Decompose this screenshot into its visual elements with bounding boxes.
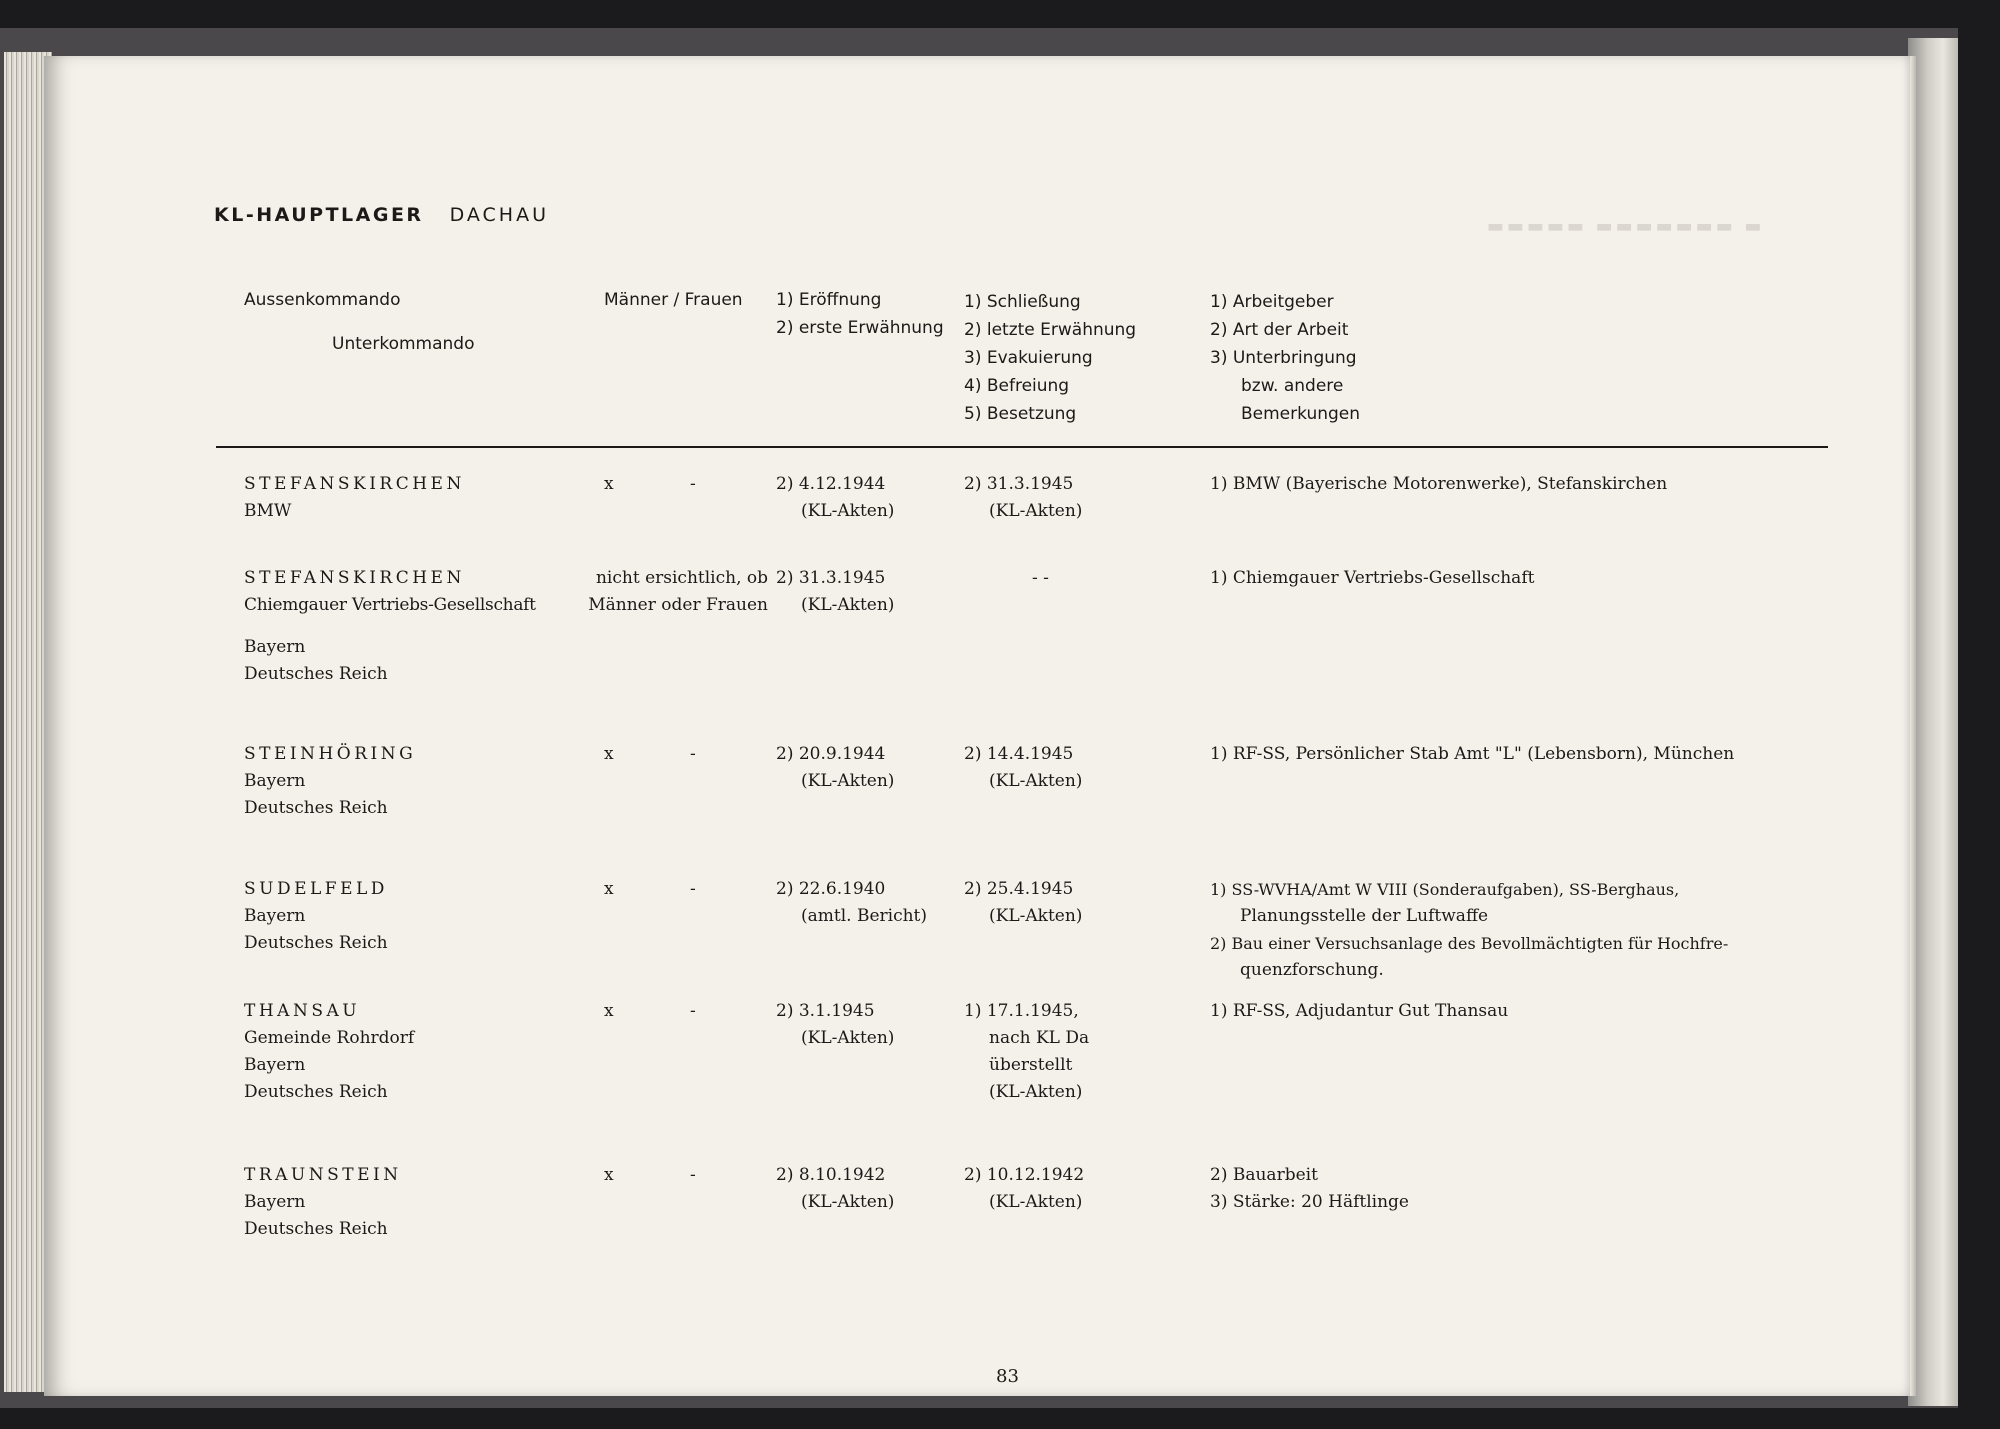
- mf-note-line: Männer oder Frauen: [588, 595, 768, 615]
- running-head: [214, 204, 549, 226]
- place-line: Deutsches Reich: [244, 664, 388, 684]
- place-name: STEFANSKIRCHEN: [244, 474, 465, 494]
- place-line: Deutsches Reich: [244, 1082, 388, 1102]
- table-row-place: [244, 471, 465, 525]
- opening-date: [776, 565, 894, 619]
- header-remarks-line: bzw. andere: [1241, 376, 1344, 396]
- closing-line: 2) 14.4.1945: [964, 744, 1074, 764]
- opening-date: [776, 741, 894, 795]
- header-rule: [216, 446, 1828, 448]
- header-remarks-line: Bemerkungen: [1241, 404, 1361, 424]
- closing-date: [964, 471, 1082, 525]
- place-name: STEINHÖRING: [244, 744, 417, 764]
- remarks-line: 2) Bau einer Versuchsanlage des Bevollmächtigten für Hochfre-: [1210, 934, 1729, 953]
- header-remarks-line: 1) Arbeitgeber: [1210, 292, 1334, 312]
- remarks-line: 1) Chiemgauer Vertriebs-Gesellschaft: [1210, 568, 1535, 588]
- opening-line: 2) 22.6.1940: [776, 879, 886, 899]
- remarks: [1210, 471, 1667, 498]
- opening-date: [776, 471, 894, 525]
- opening-line: 2) 31.3.1945: [776, 568, 886, 588]
- opening-date: [776, 998, 894, 1052]
- show-through-header: ▬ ▬▬▬▬▬▬▬ ▬▬▬▬▬: [1484, 216, 1762, 237]
- place-line: BMW: [244, 501, 292, 521]
- frauen-mark: -: [690, 744, 696, 764]
- header-closing-line: 1) Schließung: [964, 292, 1081, 312]
- opening-line: 2) 3.1.1945: [776, 1001, 875, 1021]
- header-closing-line: 3) Evakuierung: [964, 348, 1093, 368]
- header-remarks-line: 2) Art der Arbeit: [1210, 320, 1349, 340]
- place-line: Gemeinde Rohrdorf: [244, 1028, 415, 1048]
- page-number: 83: [996, 1366, 1019, 1387]
- remarks-line: 1) BMW (Bayerische Motorenwerke), Stefanskirchen: [1210, 474, 1668, 494]
- header-maenner-frauen: Männer / Frauen: [604, 290, 743, 310]
- remarks-line: quenzforschung.: [1240, 960, 1384, 980]
- header-closing-line: 5) Besetzung: [964, 404, 1077, 424]
- header-opening-line: 1) Eröffnung: [776, 290, 882, 310]
- opening-line: (KL-Akten): [801, 1192, 895, 1212]
- closing-line: (KL-Akten): [989, 1082, 1083, 1102]
- mf-note-line: nicht ersichtlich, ob: [595, 568, 768, 588]
- opening-date: [776, 876, 927, 930]
- maenner-mark: x: [604, 474, 614, 494]
- running-head-title: KL-HAUPTLAGER: [214, 204, 424, 226]
- header-closing-line: 4) Befreiung: [964, 376, 1070, 396]
- closing-line: 1) 17.1.1945,: [964, 1001, 1079, 1021]
- closing-line: nach KL Da: [989, 1028, 1090, 1048]
- remarks: [1210, 998, 1508, 1025]
- place-line: Bayern: [244, 906, 306, 926]
- closing-date: [964, 876, 1082, 930]
- opening-date: [776, 1162, 894, 1216]
- place-line: [244, 619, 536, 634]
- closing-line: überstellt: [989, 1055, 1073, 1075]
- place-line: Chiemgauer Vertriebs-Gesellschaft: [244, 595, 536, 615]
- place-line: Bayern: [244, 1192, 306, 1212]
- maenner-mark: x: [604, 1165, 614, 1185]
- remarks: [1210, 1162, 1409, 1216]
- frauen-mark: -: [690, 474, 696, 494]
- closing-line: (KL-Akten): [989, 906, 1083, 926]
- place-name: THANSAU: [244, 1001, 361, 1021]
- header-remarks: [1210, 288, 1360, 428]
- closing-line: - -: [1032, 568, 1049, 588]
- maenner-frauen-note: [572, 565, 768, 619]
- header-aussenkommando: Aussenkommando: [244, 290, 401, 310]
- remarks: [1210, 565, 1534, 592]
- place-line: Bayern: [244, 771, 306, 791]
- remarks-line: Planungsstelle der Luftwaffe: [1240, 906, 1489, 926]
- opening-line: (KL-Akten): [801, 771, 895, 791]
- remarks-line: 1) RF-SS, Adjudantur Gut Thansau: [1210, 1001, 1509, 1021]
- header-opening-line: 2) erste Erwähnung: [776, 318, 944, 338]
- place-line: Deutsches Reich: [244, 1219, 388, 1239]
- table-row-place: [244, 998, 414, 1106]
- closing-date: [1032, 565, 1049, 592]
- closing-line: 2) 25.4.1945: [964, 879, 1074, 899]
- maenner-mark: x: [604, 879, 614, 899]
- header-closing-line: 2) letzte Erwähnung: [964, 320, 1137, 340]
- opening-line: 2) 4.12.1944: [776, 474, 886, 494]
- closing-date: [964, 741, 1082, 795]
- maenner-mark: x: [604, 744, 614, 764]
- frauen-mark: -: [690, 1001, 696, 1021]
- closing-line: (KL-Akten): [989, 771, 1083, 791]
- opening-line: 2) 20.9.1944: [776, 744, 886, 764]
- opening-line: (KL-Akten): [801, 595, 895, 615]
- maenner-mark: x: [604, 1001, 614, 1021]
- place-line: Bayern: [244, 637, 306, 657]
- running-head-subtitle: DACHAU: [449, 204, 549, 226]
- place-line: Deutsches Reich: [244, 798, 388, 818]
- closing-line: (KL-Akten): [989, 1192, 1083, 1212]
- opening-line: (KL-Akten): [801, 1028, 895, 1048]
- place-name: STEFANSKIRCHEN: [244, 568, 465, 588]
- closing-date: [964, 1162, 1084, 1216]
- header-remarks-line: 3) Unterbringung: [1210, 348, 1357, 368]
- header-closing: [964, 288, 1136, 428]
- table-row-place: [244, 565, 536, 688]
- place-name: SUDELFELD: [244, 879, 388, 899]
- frauen-mark: -: [690, 879, 696, 899]
- remarks: [1210, 741, 1734, 768]
- closing-line: 2) 10.12.1942: [964, 1165, 1085, 1185]
- place-name: TRAUNSTEIN: [244, 1165, 402, 1185]
- place-line: Deutsches Reich: [244, 933, 388, 953]
- remarks-line: 3) Stärke: 20 Häftlinge: [1210, 1192, 1409, 1212]
- book-page: [44, 56, 1910, 1396]
- closing-line: 2) 31.3.1945: [964, 474, 1074, 494]
- place-line: Bayern: [244, 1055, 306, 1075]
- header-unterkommando: Unterkommando: [332, 334, 475, 354]
- remarks: [1210, 876, 1728, 984]
- opening-line: 2) 8.10.1942: [776, 1165, 886, 1185]
- frauen-mark: -: [690, 1165, 696, 1185]
- header-opening: [776, 286, 944, 342]
- remarks-line: 1) RF-SS, Persönlicher Stab Amt "L" (Lebensborn), München: [1210, 744, 1735, 764]
- opening-line: (amtl. Bericht): [801, 906, 928, 926]
- table-row-place: [244, 741, 416, 822]
- remarks-line: 2) Bauarbeit: [1210, 1165, 1318, 1185]
- table-row-place: [244, 1162, 402, 1243]
- closing-line: (KL-Akten): [989, 501, 1083, 521]
- opening-line: (KL-Akten): [801, 501, 895, 521]
- table-row-place: [244, 876, 388, 957]
- remarks-line: 1) SS-WVHA/Amt W VIII (Sonderaufgaben), SS-Berghaus,: [1210, 880, 1680, 899]
- closing-date: [964, 998, 1089, 1106]
